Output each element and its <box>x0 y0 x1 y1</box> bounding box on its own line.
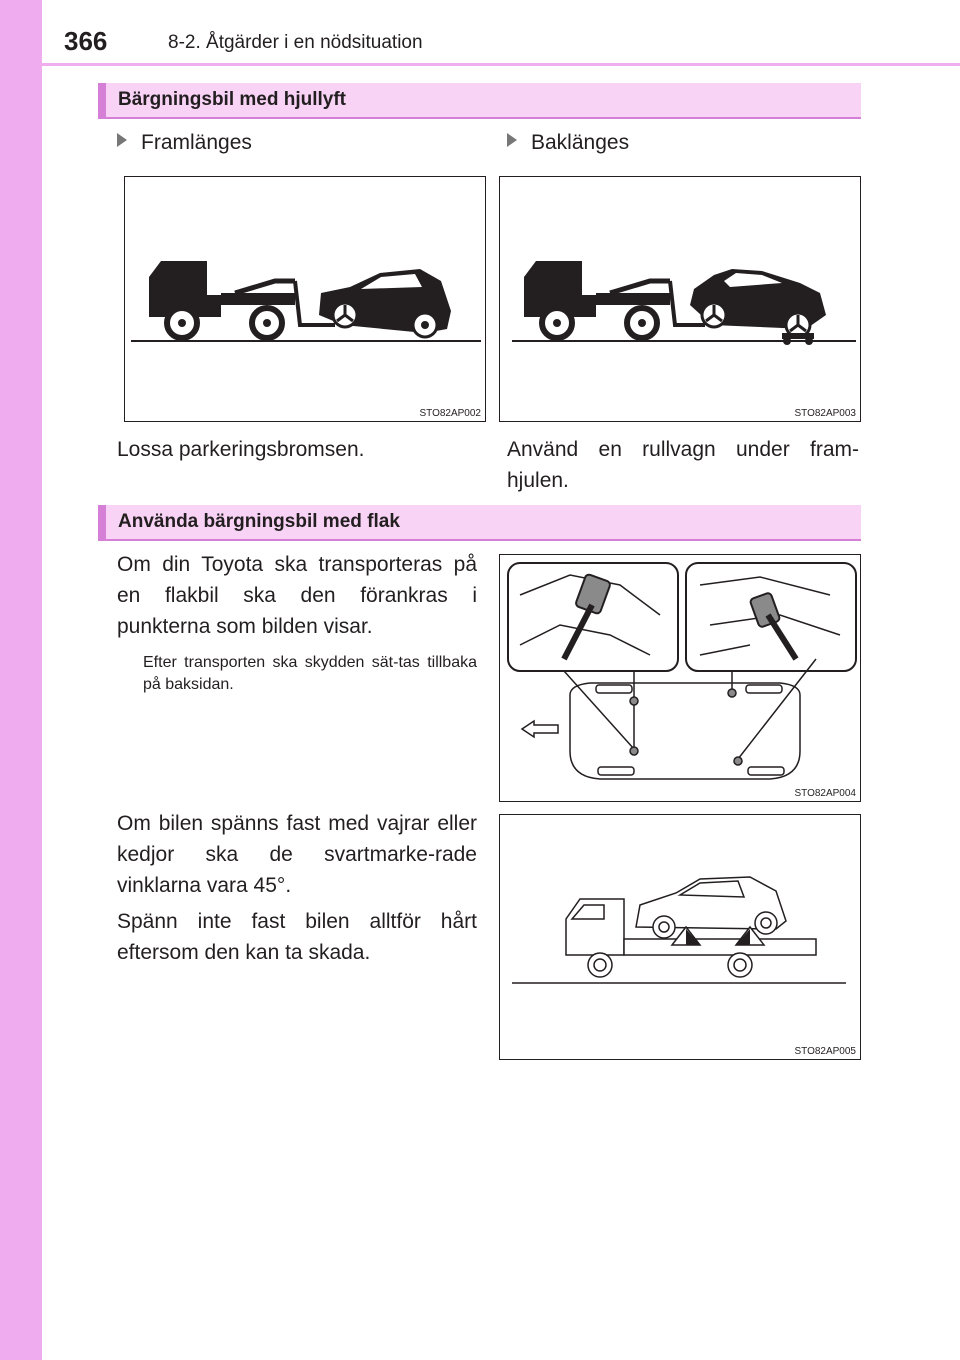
page-sidebar <box>0 0 42 1360</box>
figure-flatbed-truck <box>499 814 861 1060</box>
bullet-label: Framlänges <box>141 131 252 154</box>
bullet-triangle-icon <box>507 133 517 147</box>
bullet-backward <box>507 131 629 155</box>
caption-backward-line1: Använd en rullvagn under fram- <box>507 438 859 461</box>
paragraph-not-too-tight: Spänn inte fast bilen alltför hårt eftersom den kan ta skada. <box>117 910 477 964</box>
tow-truck-forward-illustration <box>125 177 486 422</box>
section-title: 8-2. Åtgärder i en nödsituation <box>168 32 423 53</box>
bullet-label: Baklänges <box>531 131 630 154</box>
direction-arrow-icon <box>522 721 558 737</box>
section-heading-text: Bärgningsbil med hjullyft <box>118 89 347 110</box>
section-heading-wheel-lift <box>98 83 861 119</box>
caption-backward-line2: hjulen. <box>507 469 569 492</box>
figure-code: STO82AP004 <box>794 788 856 799</box>
caption-forward: Lossa parkeringsbromsen. <box>117 438 365 461</box>
bullet-triangle-icon <box>117 133 127 147</box>
figure-anchor-points <box>499 554 861 802</box>
paragraph-flatbed-anchoring: Om din Toyota ska transporteras på en flakbil ska den förankras i punkterna som bilden visar. <box>117 553 477 638</box>
figure-code: STO82AP002 <box>419 408 481 419</box>
section-heading-flatbed <box>98 505 861 541</box>
section-heading-text: Använda bärgningsbil med flak <box>118 511 400 532</box>
tow-truck-backward-illustration <box>500 177 861 422</box>
figure-backward-tow <box>499 176 861 422</box>
figure-code: STO82AP005 <box>794 1046 856 1057</box>
header-rule <box>42 63 960 66</box>
flatbed-truck-illustration <box>500 815 861 1060</box>
note-covers: Efter transporten ska skydden sät-tas tillbaka på baksidan. <box>143 654 477 693</box>
paragraph-chain-angles: Om bilen spänns fast med vajrar eller kedjor ska de svartmarke-rade vinklarna vara 45°. <box>117 812 477 897</box>
anchor-points-illustration <box>500 555 861 802</box>
page-number: 366 <box>64 26 108 56</box>
figure-code: STO82AP003 <box>794 408 856 419</box>
bullet-forward <box>117 131 252 155</box>
figure-forward-tow <box>124 176 486 422</box>
